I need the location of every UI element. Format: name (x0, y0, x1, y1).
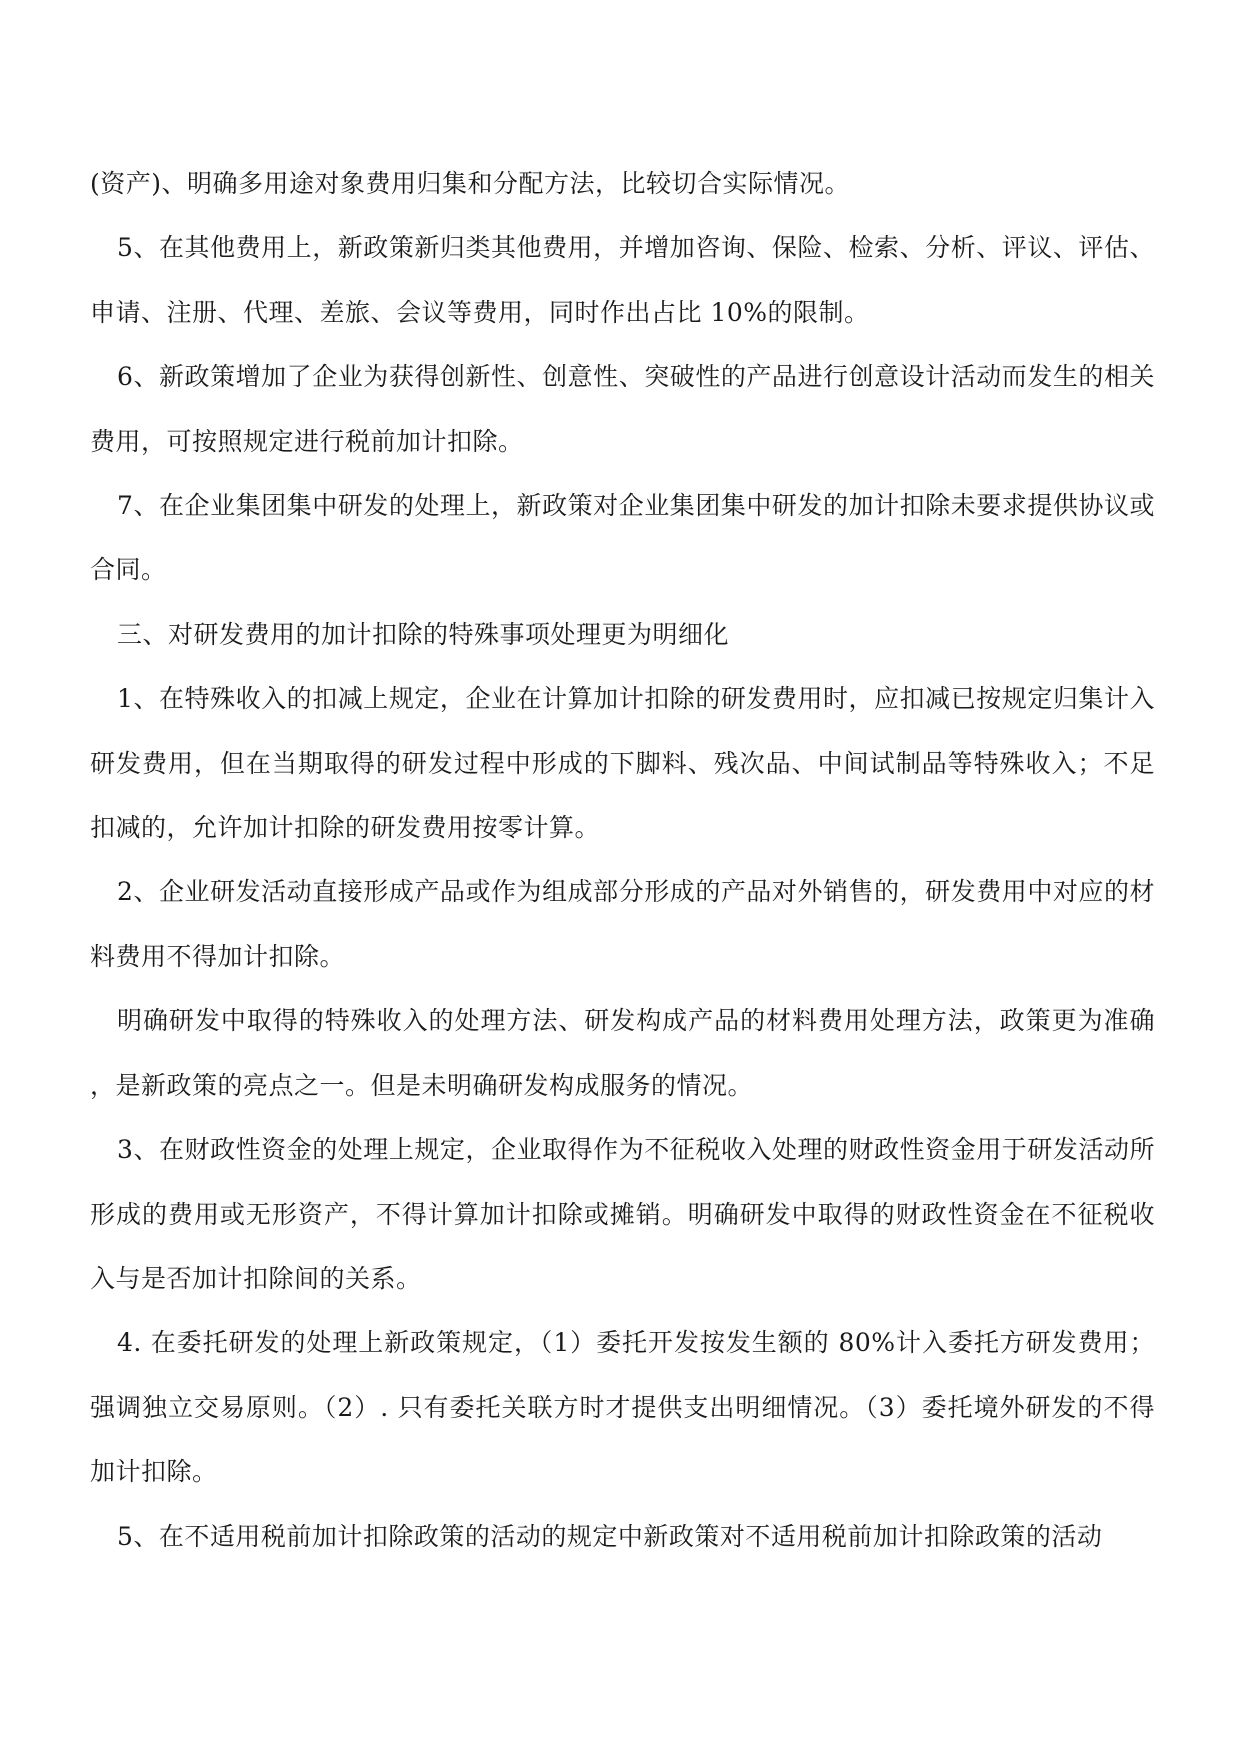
paragraph-product-materials: 2、企业研发活动直接形成产品或作为组成部分形成的产品对外销售的，研发费用中对应的材料费用不得加计扣除。 (90, 877, 1155, 971)
paragraph-fiscal-funds: 3、在财政性资金的处理上规定，企业取得作为不征税收入处理的财政性资金用于研发活动所形成的费用或无形资产，不得计算加计扣除或摊销。明确研发中取得的财政性资金在不征税收入与是否加计扣除间的关系。 (90, 1135, 1155, 1293)
paragraph-creative-design: 6、新政策增加了企业为获得创新性、创意性、突破性的产品进行创意设计活动而发生的相关费用，可按照规定进行税前加计扣除。 (90, 362, 1155, 456)
paragraph-inapplicable-activities: 5、在不适用税前加计扣除政策的活动的规定中新政策对不适用税前加计扣除政策的活动 (117, 1521, 1103, 1551)
document-body (90, 152, 1155, 1569)
paragraph-entrusted-rnd: 4. 在委托研发的处理上新政策规定，（1）委托开发按发生额的 80%计入委托方研发费用；强调独立交易原则。（2）. 只有委托关联方时才提供支出明细情况。（3）委托境外研发的不得加计扣除。 (90, 1328, 1155, 1487)
paragraph-policy-highlight: 明确研发中取得的特殊收入的处理方法、研发构成产品的材料费用处理方法，政策更为准确，是新政策的亮点之一。但是未明确研发构成服务的情况。 (90, 1006, 1155, 1100)
section-heading-special-items: 三、对研发费用的加计扣除的特殊事项处理更为明细化 (117, 619, 730, 649)
paragraph-special-income: 1、在特殊收入的扣减上规定，企业在计算加计扣除的研发费用时，应扣减已按规定归集计入研发费用，但在当期取得的研发过程中形成的下脚料、残次品、中间试制品等特殊收入；不足扣减的，允许加计扣除的研发费用按零计算。 (90, 684, 1155, 843)
paragraph-group-rnd: 7、在企业集团集中研发的处理上，新政策对企业集团集中研发的加计扣除未要求提供协议或合同。 (90, 491, 1155, 585)
paragraph-other-expenses: 5、在其他费用上，新政策新归类其他费用，并增加咨询、保险、检索、分析、评议、评估、申请、注册、代理、差旅、会议等费用，同时作出占比 10%的限制。 (90, 233, 1155, 327)
paragraph-asset-allocation: (资产)、明确多用途对象费用归集和分配方法，比较切合实际情况。 (90, 169, 851, 198)
